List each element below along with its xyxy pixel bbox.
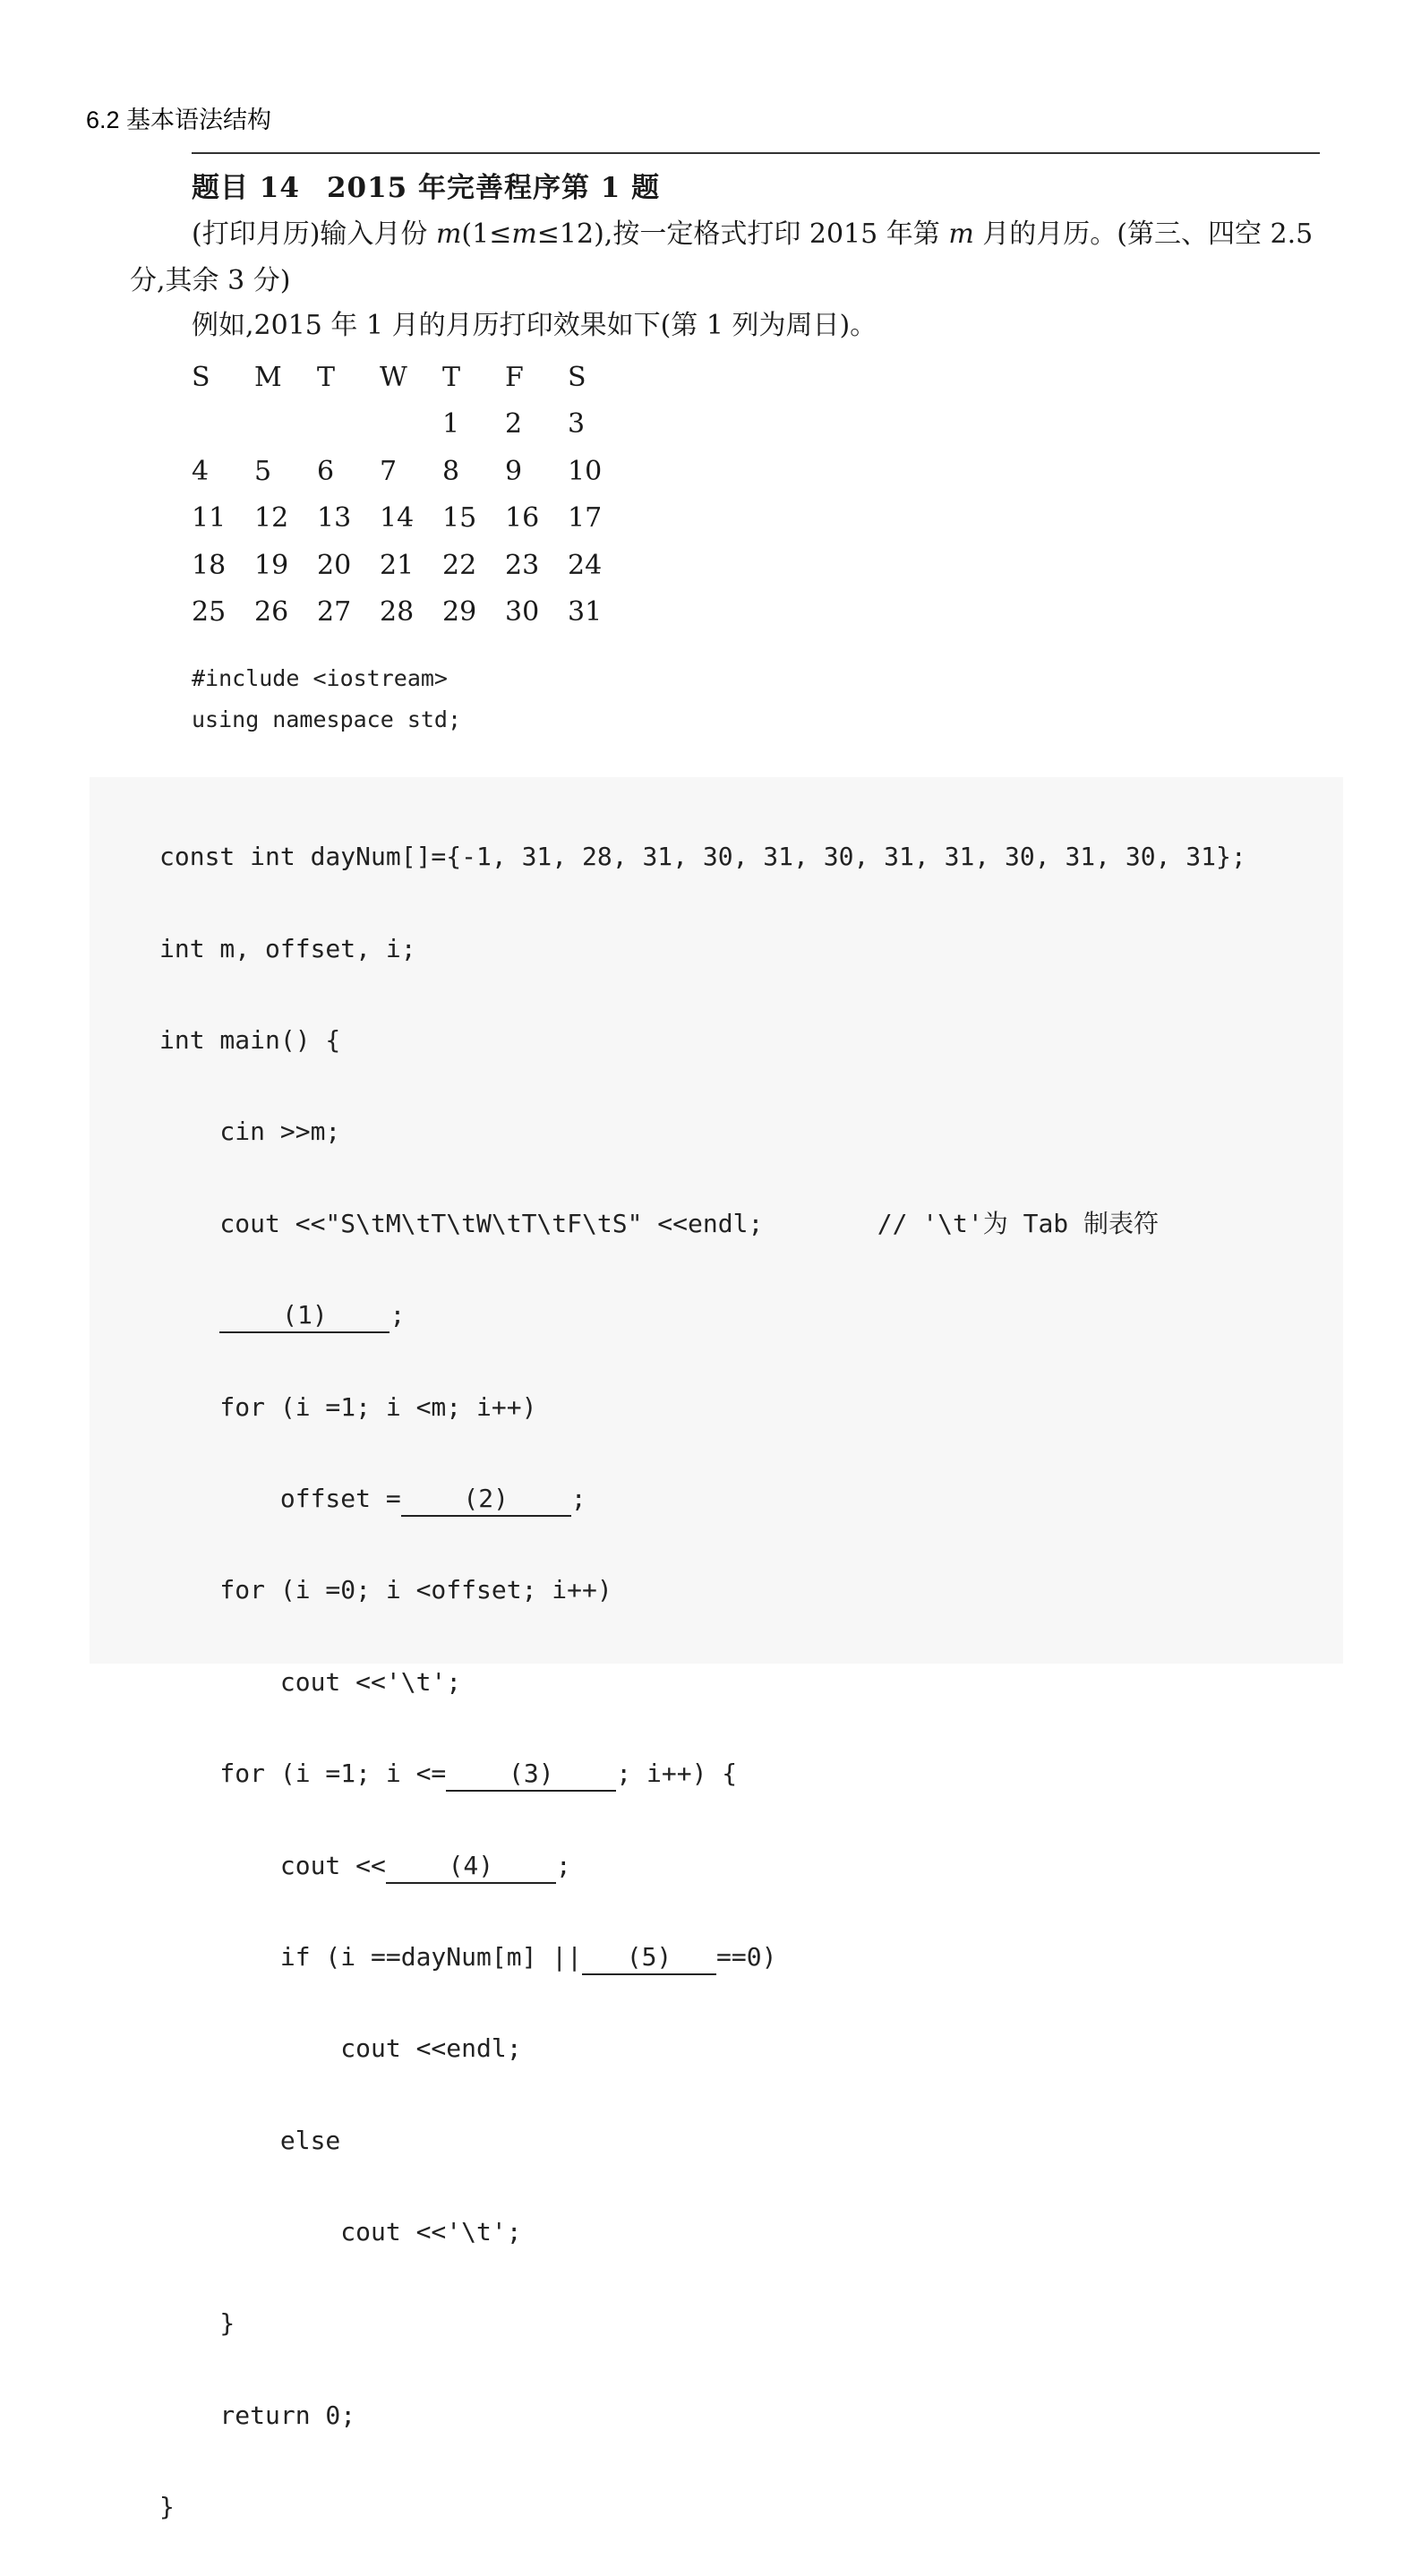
- code-block: [159, 788, 1246, 2576]
- code-line: [159, 1476, 1246, 1521]
- code-comment: // '\t'为 Tab 制表符: [817, 1208, 1160, 1238]
- statement-part: 月的月历。(第三、四空 2.5 分,其余 3 分): [130, 218, 1314, 296]
- calendar-week-row: [192, 401, 630, 449]
- code-line: }: [159, 2492, 175, 2522]
- calendar-day: 17: [568, 502, 603, 535]
- code-fragment: for (i =1; i <=: [159, 1759, 447, 1789]
- calendar-day: 14: [380, 502, 415, 535]
- code-line: }: [159, 2308, 235, 2339]
- statement-part: (1≤: [461, 218, 512, 250]
- blank-3: (3): [446, 1758, 616, 1792]
- calendar-day: 29: [442, 596, 477, 629]
- code-fragment: offset =: [159, 1483, 401, 1513]
- calendar-week-row: [192, 589, 630, 637]
- example-intro: 例如,2015 年 1 月的月历打印效果如下(第 1 列为周日)。: [192, 310, 877, 341]
- calendar-day: 15: [442, 502, 477, 535]
- calendar-table: [192, 354, 630, 636]
- code-indent: [159, 1300, 219, 1330]
- calendar-day: 28: [380, 596, 415, 629]
- code-fragment: ;: [555, 1850, 571, 1880]
- section-header: 6.2 基本语法结构: [86, 107, 272, 133]
- calendar-day: 6: [317, 455, 335, 487]
- weekday-header: F: [505, 361, 524, 393]
- include-block: [192, 658, 461, 740]
- variable-m: m: [948, 218, 974, 250]
- calendar-day: 25: [192, 596, 227, 629]
- code-fragment: ; i++) {: [616, 1759, 738, 1789]
- calendar-day: 21: [380, 549, 415, 581]
- code-line: cout <<'\t';: [159, 2217, 522, 2247]
- calendar-day: 8: [442, 455, 460, 487]
- calendar-day: 10: [568, 455, 603, 487]
- code-fragment: if (i ==dayNum[m] ||: [159, 1941, 583, 1972]
- calendar-day: 16: [505, 502, 540, 535]
- calendar-day: [380, 401, 442, 449]
- weekday-header: T: [317, 361, 336, 393]
- calendar-week-row: [192, 495, 630, 543]
- calendar-day: 12: [254, 502, 289, 535]
- weekday-header: S: [568, 361, 586, 393]
- weekday-header: W: [380, 361, 407, 393]
- calendar-day: 7: [380, 455, 398, 487]
- calendar-day: 31: [568, 596, 603, 629]
- calendar-day: [254, 401, 317, 449]
- calendar-day: 18: [192, 549, 227, 581]
- code-line: [159, 1292, 1246, 1338]
- code-fragment: ;: [389, 1300, 406, 1331]
- calendar-header-row: [192, 354, 630, 401]
- code-line: for (i =0; i <offset; i++): [159, 1575, 612, 1605]
- calendar-day: 19: [254, 549, 289, 581]
- blank-4: (4): [386, 1850, 556, 1884]
- problem-title-text: 2015 年完善程序第 1 题: [326, 172, 661, 204]
- calendar-day: 2: [505, 408, 523, 441]
- code-line: cout <<'\t';: [159, 1666, 462, 1697]
- statement-part: ≤12),按一定格式打印 2015 年第: [536, 218, 949, 250]
- variable-m: m: [435, 218, 462, 250]
- calendar-day: 20: [317, 549, 352, 581]
- weekday-header: M: [254, 361, 282, 393]
- calendar-day: 9: [505, 455, 523, 487]
- code-line: else: [159, 2125, 341, 2155]
- code-line: [159, 1201, 1246, 1246]
- calendar-day: 13: [317, 502, 352, 535]
- code-line: const int dayNum[]={-1, 31, 28, 31, 30, 31, 30, 31, 31, 30, 31, 30, 31};: [159, 842, 1246, 872]
- blank-5: (5): [582, 1941, 716, 1975]
- variable-m: m: [511, 218, 537, 250]
- code-line: int m, offset, i;: [159, 933, 416, 963]
- calendar-day: 24: [568, 549, 603, 581]
- code-fragment: ==0): [716, 1941, 777, 1972]
- code-line: using namespace std;: [192, 706, 462, 732]
- code-line: for (i =1; i <m; i++): [159, 1391, 537, 1422]
- calendar-day: 1: [442, 408, 460, 441]
- code-line: [159, 1934, 1246, 1980]
- blank-2: (2): [401, 1483, 571, 1517]
- calendar-day: [192, 401, 254, 449]
- problem-number: 题目 14: [192, 172, 300, 204]
- calendar-day: 3: [568, 408, 586, 441]
- calendar-day: 26: [254, 596, 289, 629]
- code-line: cin >>m;: [159, 1117, 341, 1147]
- code-fragment: ;: [570, 1483, 586, 1513]
- code-statement: cout <<"S\tM\tT\tW\tT\tF\tS" <<endl;: [159, 1208, 764, 1238]
- calendar-day: 11: [192, 502, 227, 535]
- calendar-day: 23: [505, 549, 540, 581]
- code-line: [159, 1843, 1246, 1888]
- problem-statement: [130, 211, 1321, 304]
- code-fragment: cout <<: [159, 1850, 386, 1880]
- calendar-day: 4: [192, 455, 210, 487]
- header-rule: [192, 152, 1320, 154]
- code-line: #include <iostream>: [192, 665, 448, 691]
- calendar-day: [317, 401, 380, 449]
- problem-title: [192, 165, 660, 205]
- code-line: [159, 1750, 1246, 1796]
- blank-1: (1): [219, 1299, 389, 1333]
- code-line: int main() {: [159, 1024, 341, 1055]
- calendar-day: 5: [254, 455, 272, 487]
- calendar-day: 22: [442, 549, 477, 581]
- code-line: cout <<endl;: [159, 2033, 522, 2064]
- weekday-header: S: [192, 361, 210, 393]
- weekday-header: T: [442, 361, 461, 393]
- calendar-day: 27: [317, 596, 352, 629]
- code-line: return 0;: [159, 2400, 356, 2430]
- calendar-week-row: [192, 448, 630, 495]
- calendar-week-row: [192, 542, 630, 589]
- calendar-day: 30: [505, 596, 540, 629]
- statement-part: (打印月历)输入月份: [192, 218, 436, 250]
